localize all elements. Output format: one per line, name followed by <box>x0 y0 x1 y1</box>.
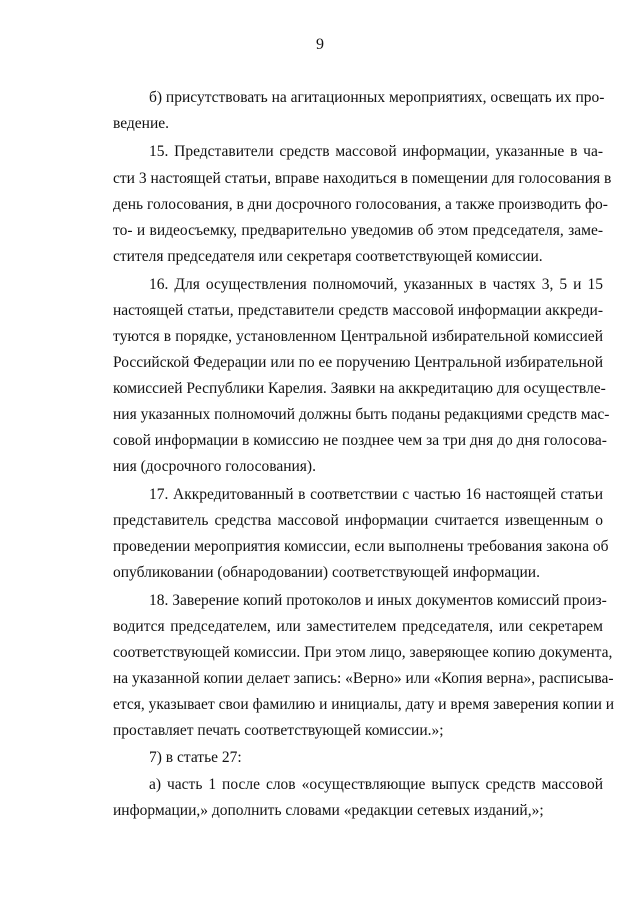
text-line: туются в порядке, установленном Центральной избирательной комиссией <box>113 328 603 345</box>
text-line: 7) в статье 27: <box>149 749 242 766</box>
text-line: день голосования, в дни досрочного голосования, а также производить фо- <box>113 196 608 213</box>
text-line: настоящей статьи, представители средств массовой информации аккреди- <box>113 302 603 319</box>
text-line: 16. Для осуществления полномочий, указанных в частях 3, 5 и 15 <box>149 276 603 293</box>
text-line: 15. Представители средств массовой информации, указанные в ча- <box>149 143 603 160</box>
text-line: комиссией Республики Карелия. Заявки на аккредитацию для осуществле- <box>113 380 606 397</box>
text-line: Российской Федерации или по ее поручению Центральной избирательной <box>113 354 603 371</box>
text-line: проведении мероприятия комиссии, если выполнены требования закона об <box>113 538 609 555</box>
text-line: совой информации в комиссию не позднее чем за три дня до дня голосова- <box>113 432 607 449</box>
text-line: соответствующей комиссии. При этом лицо, заверяющее копию документа, <box>113 644 613 661</box>
text-line: представитель средства массовой информации считается извещенным о <box>113 512 603 529</box>
text-line: то- и видеосъемку, предварительно уведомив об этом председателя, заме- <box>113 222 603 239</box>
text-line: водится председателем, или заместителем председателя, или секретарем <box>113 618 603 635</box>
text-line: информации,» дополнить словами «редакции сетевых изданий,»; <box>113 802 544 819</box>
text-line: 18. Заверение копий протоколов и иных документов комиссий произ- <box>149 592 607 609</box>
text-line: ется, указывает свои фамилию и инициалы, дату и время заверения копии и <box>113 696 615 713</box>
text-line: на указанной копии делает запись: «Верно» или «Копия верна», расписыва- <box>113 670 614 687</box>
text-line: а) часть 1 после слов «осуществляющие выпуск средств массовой <box>149 776 603 793</box>
text-line: проставляет печать соответствующей комиссии.»; <box>113 722 444 739</box>
text-line: 17. Аккредитованный в соответствии с частью 16 настоящей статьи <box>149 486 603 503</box>
text-line: опубликовании (обнародовании) соответствующей информации. <box>113 564 540 581</box>
text-line: ведение. <box>113 115 170 132</box>
text-line: б) присутствовать на агитационных мероприятиях, освещать их про- <box>149 89 605 106</box>
page-number: 9 <box>316 36 324 53</box>
text-line: сти 3 настоящей статьи, вправе находиться в помещении для голосования в <box>113 170 612 187</box>
text-line: стителя председателя или секретаря соответствующей комиссии. <box>113 248 543 265</box>
text-line: ния (досрочного голосования). <box>113 458 316 475</box>
text-line: ния указанных полномочий должны быть поданы редакциями средств мас- <box>113 406 610 423</box>
